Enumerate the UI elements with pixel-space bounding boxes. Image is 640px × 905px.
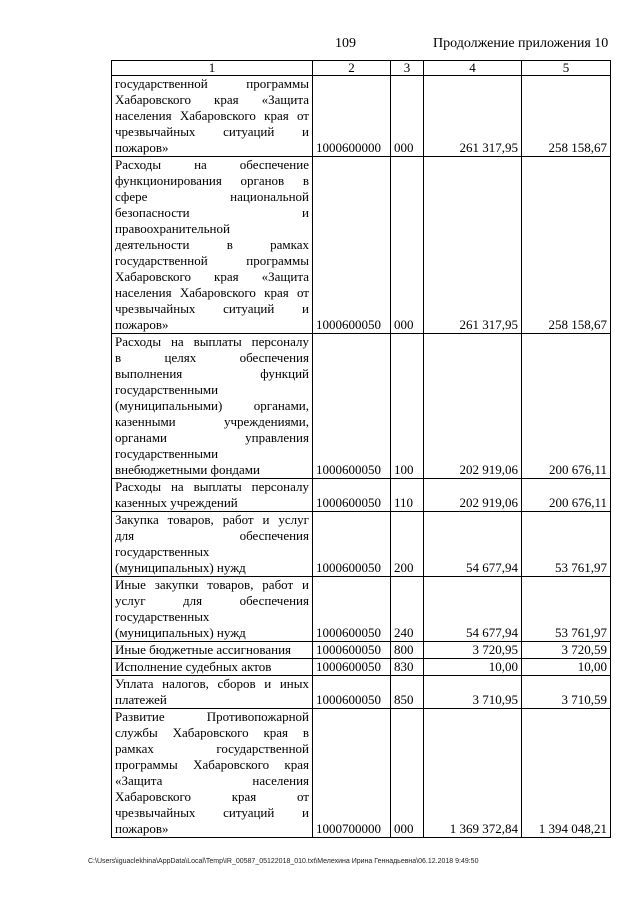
description-line: государственной программы	[115, 76, 309, 91]
description-line: платежей	[115, 692, 167, 707]
row-description	[112, 157, 313, 334]
file-path-footer: C:\Users\iguaclekhina\AppData\Local\Temp\IR_00587_05122018_010.txt\Мелехина Ирина Геннадьевна\06.12.2018 9:49:50	[88, 858, 479, 865]
row-description	[112, 76, 313, 157]
description-line: государственными	[115, 382, 219, 397]
description-line: правоохранительной	[115, 221, 230, 236]
row-description	[112, 334, 313, 479]
target-code: 1000600050	[313, 157, 391, 334]
target-code: 1000600050	[313, 577, 391, 642]
expense-kind: 000	[391, 157, 424, 334]
amount-2019: 261 317,95	[424, 157, 522, 334]
description-line: населения Хабаровского края от	[115, 108, 309, 123]
description-line: деятельности в рамках	[115, 237, 309, 252]
target-code: 1000600050	[313, 676, 391, 709]
target-code: 1000600050	[313, 642, 391, 659]
description-line: Расходы на выплаты персоналу	[115, 479, 309, 494]
expense-kind: 000	[391, 709, 424, 838]
amount-2019: 54 677,94	[424, 512, 522, 577]
table-row	[112, 676, 611, 709]
description-line: (муниципальными) органами,	[115, 398, 309, 413]
description-line: населения Хабаровского края от	[115, 285, 309, 300]
expense-kind: 800	[391, 642, 424, 659]
description-line: Уплата налогов, сборов и иных	[115, 676, 309, 691]
expense-kind: 850	[391, 676, 424, 709]
table-row	[112, 659, 611, 676]
table-row	[112, 479, 611, 512]
row-description	[112, 659, 313, 676]
table-row	[112, 76, 611, 157]
description-line: пожаров»	[115, 140, 169, 155]
row-description	[112, 479, 313, 512]
description-line: службы Хабаровского края в	[115, 725, 309, 740]
table-row	[112, 642, 611, 659]
expense-kind: 110	[391, 479, 424, 512]
table-header-row	[112, 61, 611, 76]
description-line: Исполнение судебных актов	[115, 659, 272, 674]
description-line: чрезвычайных ситуаций и	[115, 805, 309, 820]
table-row	[112, 157, 611, 334]
amount-2020: 10,00	[522, 659, 611, 676]
amount-2019: 3 720,95	[424, 642, 522, 659]
description-line: чрезвычайных ситуаций и	[115, 301, 309, 316]
description-line: казенных учреждений	[115, 495, 238, 510]
amount-2019: 10,00	[424, 659, 522, 676]
row-description	[112, 709, 313, 838]
description-line: государственными	[115, 446, 219, 461]
amount-2019: 202 919,06	[424, 479, 522, 512]
description-line: государственных	[115, 609, 210, 624]
column-header: 5	[522, 61, 611, 76]
description-line: «Защита населения	[115, 773, 309, 788]
table-row	[112, 709, 611, 838]
description-line: Хабаровского края «Защита	[115, 269, 309, 284]
row-description	[112, 642, 313, 659]
description-line: чрезвычайных ситуаций и	[115, 124, 309, 139]
description-line: внебюджетными фондами	[115, 462, 260, 477]
description-line: Закупка товаров, работ и услуг	[115, 512, 309, 527]
description-line: (муниципальных) нужд	[115, 560, 246, 575]
description-line: Иные бюджетные ассигнования	[115, 642, 292, 657]
description-line: Развитие Противопожарной	[115, 709, 309, 724]
amount-2020: 200 676,11	[522, 479, 611, 512]
amount-2019: 54 677,94	[424, 577, 522, 642]
amount-2020: 3 710,59	[522, 676, 611, 709]
row-description	[112, 676, 313, 709]
budget-table	[111, 60, 611, 838]
row-description	[112, 512, 313, 577]
table-row	[112, 577, 611, 642]
description-line: государственной программы	[115, 253, 309, 268]
amount-2020: 258 158,67	[522, 157, 611, 334]
target-code: 1000600050	[313, 334, 391, 479]
description-line: органами управления	[115, 430, 309, 445]
amount-2020: 258 158,67	[522, 76, 611, 157]
column-header: 3	[391, 61, 424, 76]
target-code: 1000600050	[313, 659, 391, 676]
description-line: Расходы на обеспечение	[115, 157, 309, 172]
target-code: 1000700000	[313, 709, 391, 838]
amount-2020: 53 761,97	[522, 577, 611, 642]
table-row	[112, 512, 611, 577]
description-line: пожаров»	[115, 317, 169, 332]
description-line: функционирования органов в	[115, 173, 309, 188]
amount-2019: 1 369 372,84	[424, 709, 522, 838]
appendix-title: Продолжение приложения 10	[433, 36, 609, 51]
expense-kind: 200	[391, 512, 424, 577]
target-code: 1000600050	[313, 512, 391, 577]
description-line: сфере национальной	[115, 189, 309, 204]
description-line: казенными учреждениями,	[115, 414, 309, 429]
description-line: для обеспечения	[115, 528, 309, 543]
description-line: выполнения функций	[115, 366, 309, 381]
table-row	[112, 334, 611, 479]
target-code: 1000600050	[313, 479, 391, 512]
expense-kind: 830	[391, 659, 424, 676]
amount-2020: 1 394 048,21	[522, 709, 611, 838]
description-line: Иные закупки товаров, работ и	[115, 577, 309, 592]
description-line: государственных	[115, 544, 210, 559]
amount-2020: 200 676,11	[522, 334, 611, 479]
expense-kind: 240	[391, 577, 424, 642]
amount-2019: 261 317,95	[424, 76, 522, 157]
column-header: 2	[313, 61, 391, 76]
description-line: пожаров»	[115, 821, 169, 836]
amount-2019: 3 710,95	[424, 676, 522, 709]
expense-kind: 100	[391, 334, 424, 479]
row-description	[112, 577, 313, 642]
description-line: Расходы на выплаты персоналу	[115, 334, 309, 349]
description-line: программы Хабаровского края	[115, 757, 309, 772]
amount-2019: 202 919,06	[424, 334, 522, 479]
amount-2020: 3 720,59	[522, 642, 611, 659]
description-line: в целях обеспечения	[115, 350, 309, 365]
description-line: услуг для обеспечения	[115, 593, 309, 608]
amount-2020: 53 761,97	[522, 512, 611, 577]
expense-kind: 000	[391, 76, 424, 157]
column-header: 4	[424, 61, 522, 76]
description-line: безопасности и	[115, 205, 309, 220]
description-line: Хабаровского края «Защита	[115, 92, 309, 107]
page-number: 109	[335, 36, 356, 51]
column-header: 1	[112, 61, 313, 76]
target-code: 1000600000	[313, 76, 391, 157]
description-line: (муниципальных) нужд	[115, 625, 246, 640]
description-line: рамках государственной	[115, 741, 309, 756]
description-line: Хабаровского края от	[115, 789, 309, 804]
